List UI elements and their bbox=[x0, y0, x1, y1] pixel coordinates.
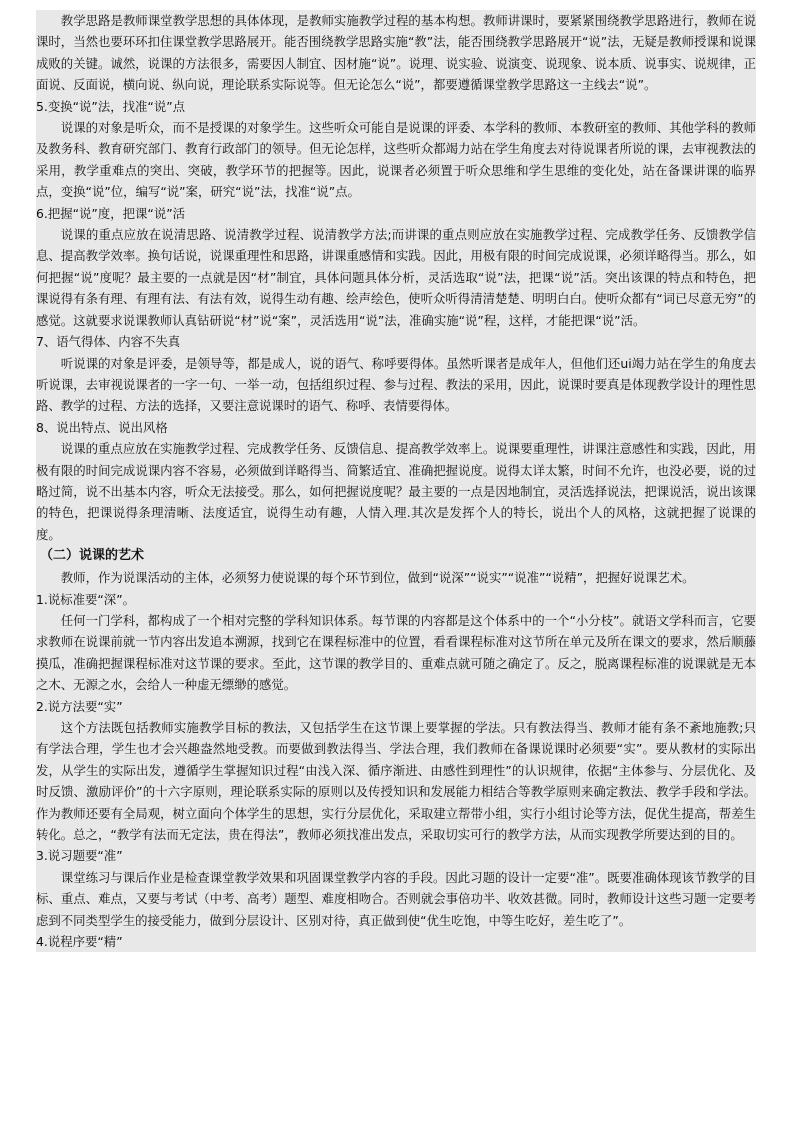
subsection-heading: 2.说方法要“实” bbox=[36, 698, 123, 714]
paragraph: 听说课的对象是评委，是领导等，都是成人，说的语气、称呼要得体。虽然听课者是成年人，但他们还ui竭力站在学生的角度去听说课，去审视说课者的一字一句、一举一动，包括组织过程、参与过程、教法的采用，因此，说课时要真是体现教学设计的理性思路、教学的过程、方法的选择，又要注意说课时的语气、称呼、表情要得体。 bbox=[36, 355, 756, 414]
subsection-heading: 6.把握“说”度，把课“说”活 bbox=[36, 205, 186, 221]
subsection-heading: 4.说程序要“精” bbox=[36, 934, 123, 950]
paragraph: 教学思路是教师课堂教学思想的具体体现，是教师实施教学过程的基本构想。教师讲课时，要紧紧围绕教学思路进行，教师在说课时，当然也要环环扣住课堂教学思路展开。能否围绕教学思路实施“教”法，能否围绕教学思路展开“说”法，无疑是教师授课和说课成败的关键。诚然，说课的方法很多，需要因人制宜、因材施“说”。说理、说实验、说演变、说现象、说本质、说事实、说规律，正面说、反面说，横向说、纵向说，理论联系实际说等。但无论怎么“说”，都要遵循课堂教学思路这一主线去“说”。 bbox=[36, 13, 756, 93]
subsection-heading: 7、语气得体、内容不失真 bbox=[36, 334, 181, 350]
document-body bbox=[36, 10, 756, 952]
subsection-heading: 5.变换“说”法，找准“说”点 bbox=[36, 98, 186, 114]
paragraph: 说课的重点应放在实施教学过程、完成教学任务、反馈信息、提高教学效率上。说课要重理性，讲课注意感性和实践，因此，用极有限的时间完成说课内容不容易，必须做到详略得当、简繁适宜、准确把握说度。说得太详太繁，时间不允许，也没必要，说的过略过简，说不出基本内容，听众无法接受。那么，如何把握说度呢？最主要的一点是因地制宜，灵活选择说法，把课说活，说出该课的特色，把课说得条理清晰、法度适宜，说得生动有趣，人情入理.其次是发挥个人的特长，说出个人的风格，这就把握了说课的度。 bbox=[36, 441, 756, 542]
subsection-heading: 1.说标准要“深”。 bbox=[36, 591, 136, 607]
paragraph: 教师，作为说课活动的主体，必须努力使说课的每个环节到位，做到“说深”“说实”“说准”“说精”，把握好说课艺术。 bbox=[60, 570, 695, 586]
paragraph: 任何一门学科，都构成了一个相对完整的学科知识体系。每节课的内容都是这个体系中的一个“小分枝”。就语文学科而言，它要求教师在说课前就一节内容出发追本溯源，找到它在课程标准中的位置，看看课程标准对这节所在单元及所在课文的要求，然后顺藤摸瓜，准确把握课程标准对这节课的要求。至此，这节课的教学目的、重难点就可随之确定了。反之，脱离课程标准的说课就是无本之木、无源之水，会给人一种虚无缥缈的感觉。 bbox=[36, 612, 756, 693]
subsection-heading: 8、说出特点、说出风格 bbox=[36, 419, 168, 435]
paragraph: 课堂练习与课后作业是检查课堂教学效果和巩固课堂教学内容的手段。因此习题的设计一定要“准”。既要准确体现该节教学的目标、重点、难点，又要与考试（中考、高考）题型、难度相吻合。否则就会事倍功半、收效甚微。同时，教师设计这些习题一定要考虑到不同类型学生的接受能力，做到分层设计、区别对待，真正做到使“优生吃饱，中等生吃好，差生吃了”。 bbox=[36, 869, 756, 928]
section-heading: （二）说课的艺术 bbox=[40, 548, 145, 564]
paragraph: 说课的重点应放在说清思路、说清教学过程、说清教学方法;而讲课的重点则应放在实施教学过程、完成教学任务、反馈教学信息、提高教学效率。换句话说，说课重理性和思路，讲课重感情和实践。因此，用极有限的时间完成说课，必须详略得当。那么，如何把握“说”度呢？最主要的一点就是因“材”制宜，具体问题具体分析，灵活选取“说”法，把课“说”活。突出该课的特点和特色，把课说得有条有理、有理有法、有法有效，说得生动有趣、绘声绘色，使听众听得清清楚楚、明明白白。使听众都有“词已尽意无穷”的感觉。这就要求说课教师认真钻研说“材”说“案”，灵活选用“说”法，准确实施“说”程，这样，才能把课“说”活。 bbox=[36, 227, 756, 328]
subsection-heading: 3.说习题要“准” bbox=[36, 848, 123, 864]
paragraph: 这个方法既包括教师实施教学目标的教法，又包括学生在这节课上要掌握的学法。只有教法得当、教师才能有条不紊地施教;只有学法合理，学生也才会兴趣盎然地受教。而要做到教法得当、学法合理，我们教师在备课说课时必须要“实”。要从教材的实际出发，从学生的实际出发，遵循学生掌握知识过程“由浅入深、循序渐进、由感性到理性”的认识规律，依据“主体参与、分层优化、及时反馈、激励评价”的十六字原则，理论联系实际的原则以及传授知识和发展能力相结合等教学原则来确定教法、教学手段和学法。作为教师还要有全局观，树立面向个体学生的思想，实行分层优化，采取建立帮带小组，实行小组讨论等方法，促优生提高，帮差生转化。总之，“教学有法而无定法，贵在得法”，教师必须找准出发点，采取切实可行的教学方法，从而实现教学所要达到的目的。 bbox=[36, 720, 756, 843]
paragraph: 说课的对象是听众，而不是授课的对象学生。这些听众可能自是说课的评委、本学科的教师、本教研室的教师、其他学科的教师及教务科、教育研究部门、教育行政部门的领导。但无论怎样，这些听众都竭力站在学生角度去对待说课者所说的课，去审视教法的采用，教学重难点的突出、突破，教学环节的把握等。因此，说课者必须置于听众思维和学生思维的变化处，站在备课讲课的临界点，变换“说”位，编写“说”案，研究“说”法，找准“说”点。 bbox=[36, 120, 756, 200]
